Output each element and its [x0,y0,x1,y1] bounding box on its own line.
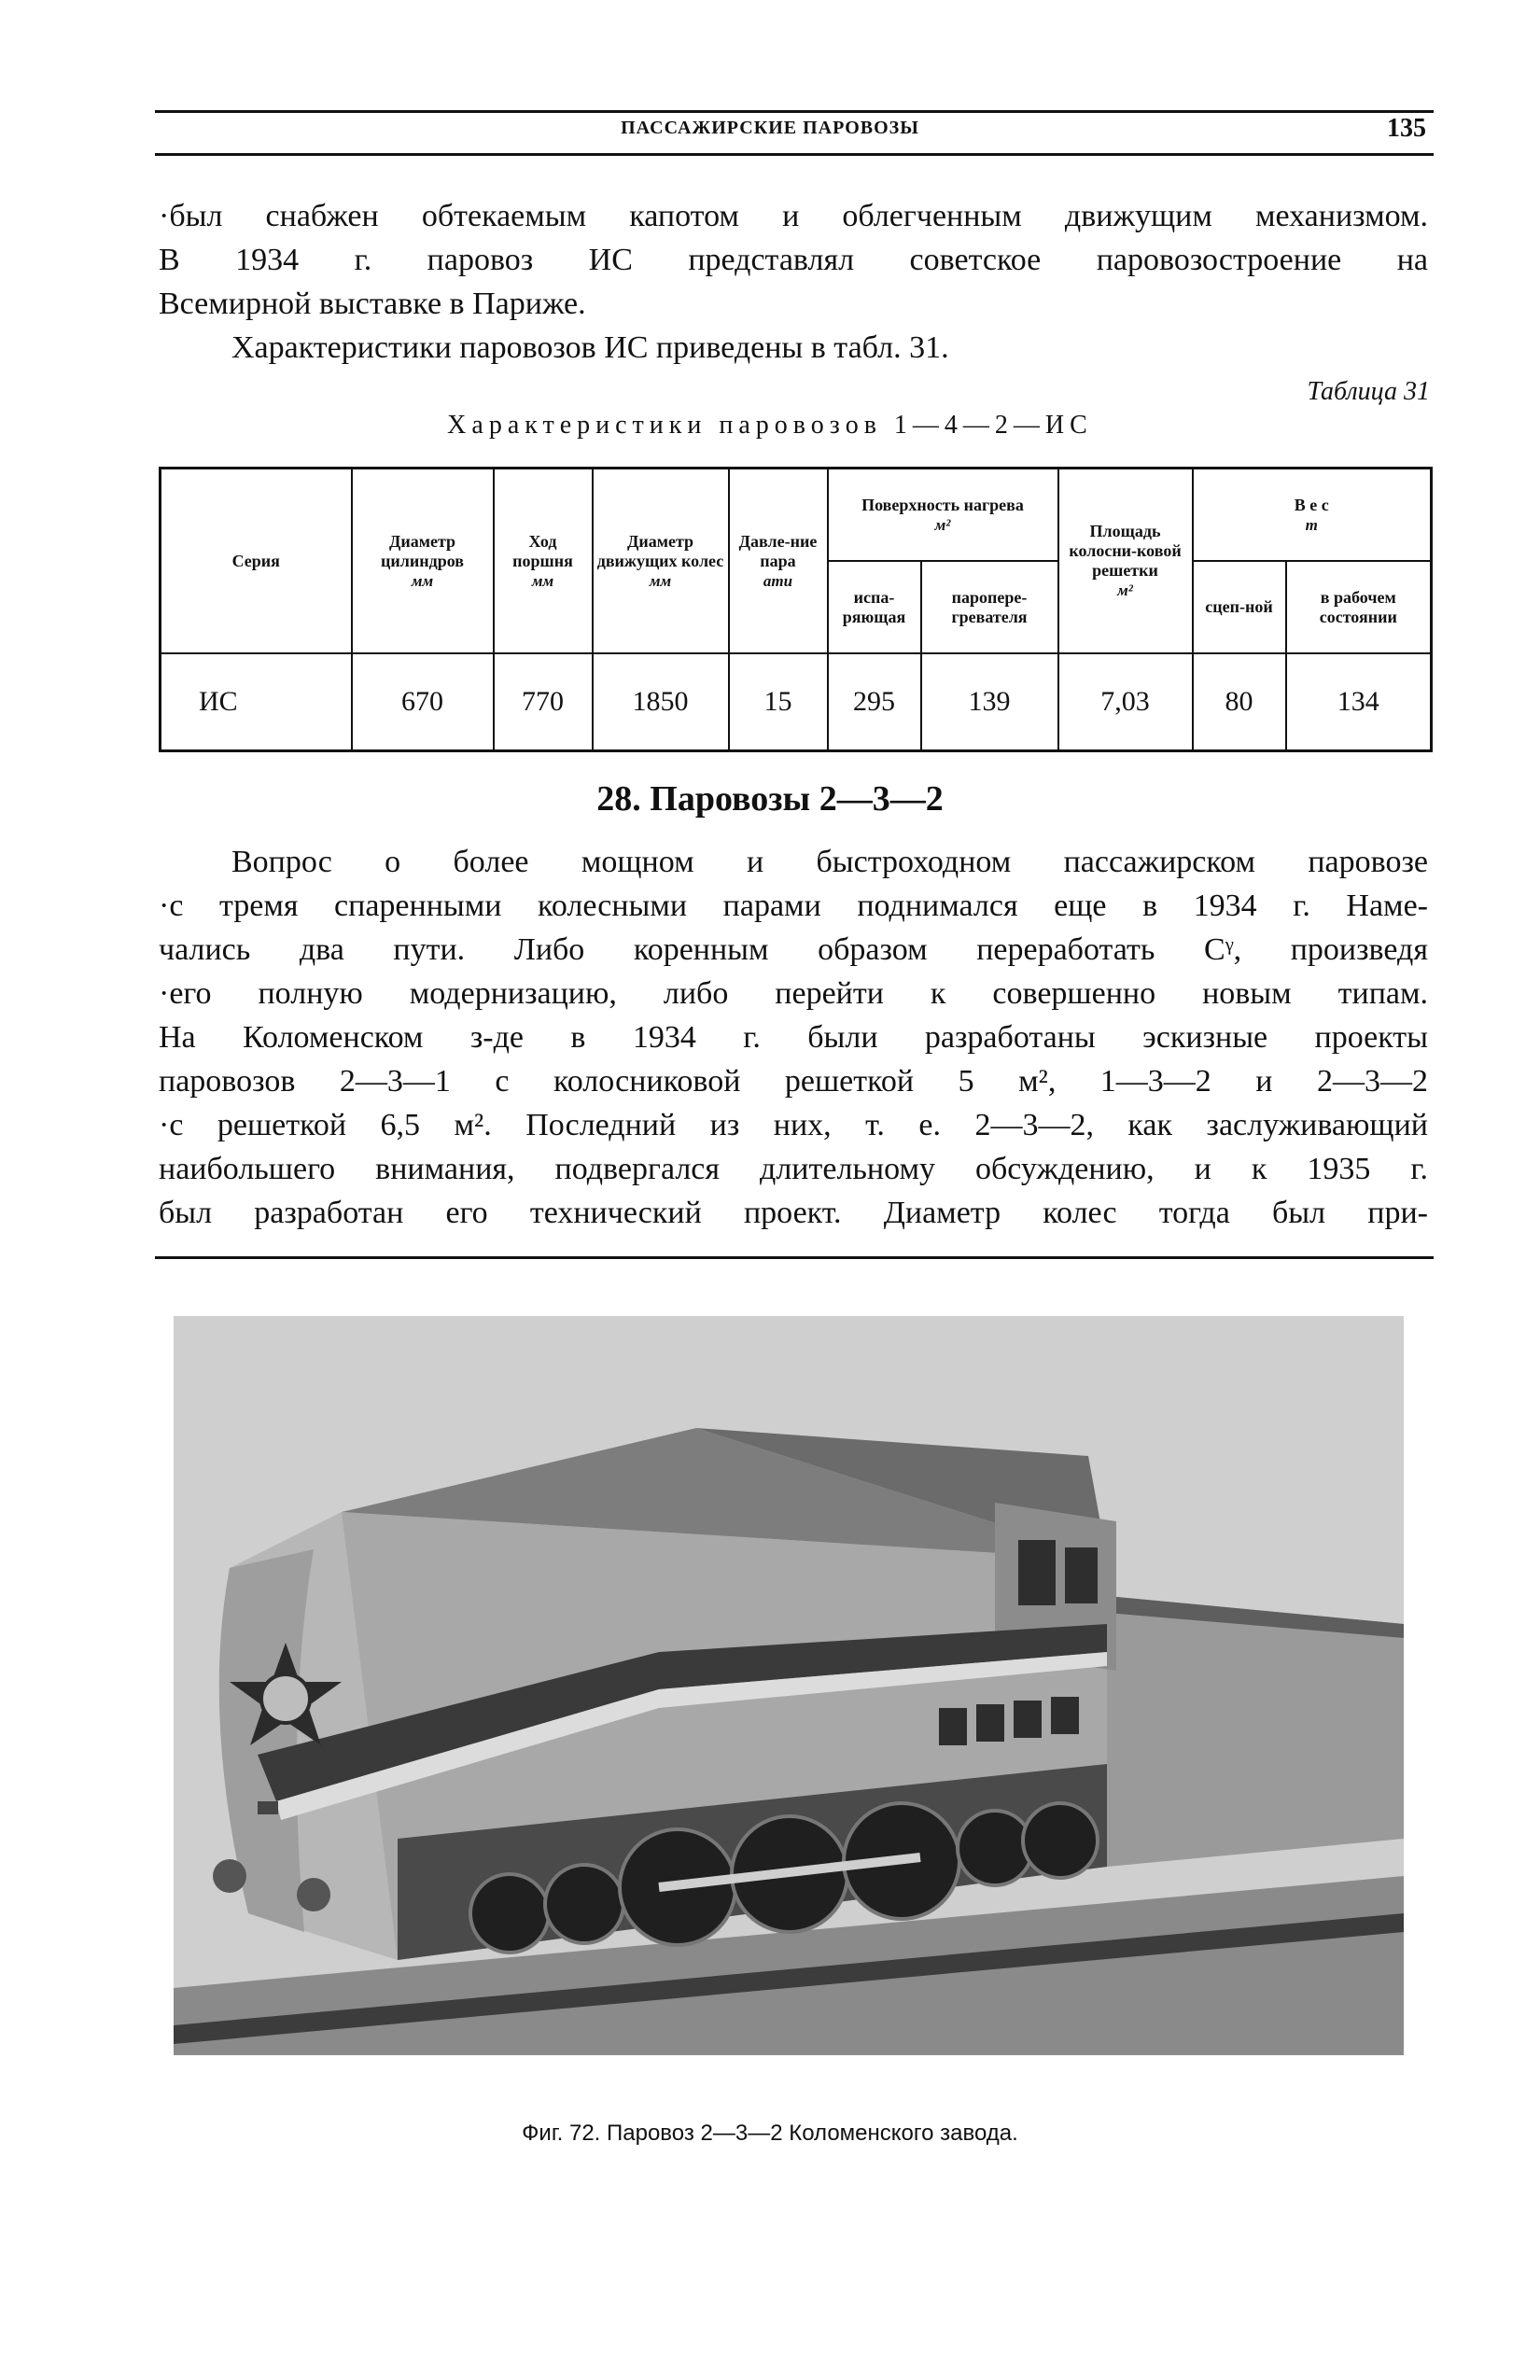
header-steam-pressure-unit: ати [763,571,793,590]
table-row [161,653,1432,751]
header-piston-stroke-unit: мм [531,571,554,590]
section-line: Вопрос о более мощном и быстроходном пассажирском паровозе [231,845,1428,879]
cell-wheel-diameter: 1850 [593,653,729,751]
header-piston-stroke-label: Ход поршня [512,531,573,570]
header-cylinder-diameter-label: Диаметр цилиндров [381,531,464,570]
section-bottom-rule [155,1256,1434,1259]
header-steam-pressure [729,469,828,654]
header-grate-area [1058,469,1193,654]
cell-superheater: 139 [921,653,1058,751]
intro-line: В 1934 г. паровоз ИС представлял советское паровозостроение на [159,243,1428,277]
section-line: чались два пути. Либо коренным образом переработать Сᵞ, произведя [159,932,1428,967]
section-line: ·с тремя спаренными колесными парами поднимался еще в 1934 г. Наме- [159,889,1428,923]
header-heating-surface-label: Поверхность нагрева [861,495,1024,514]
cell-grate-area: 7,03 [1058,653,1193,751]
table-label: Таблица 31 [1307,377,1430,406]
header-weight-label: В е с [1294,495,1329,514]
header-heating-surface-unit: м² [934,515,951,534]
section-line: был разработан его технический проект. Диаметр колес тогда был при- [159,1196,1428,1230]
locomotive-illustration [174,1316,1404,2055]
section-line: На Коломенском з-де в 1934 г. были разработаны эскизные проекты [159,1020,1428,1055]
page-number: 135 [1387,114,1426,143]
section-line: ·с решеткой 6,5 м². Последний из них, т. е. 2—3—2, как заслуживающий [159,1108,1428,1142]
header-wheel-diameter-label: Диаметр движущих колес [596,531,724,570]
header-weight-unit: т [1305,515,1318,534]
table-title: Характеристики паровозов 1—4—2—ИС [447,411,1093,440]
header-cylinder-diameter-unit: мм [411,571,434,590]
header-heating-surface [828,469,1058,562]
intro-paragraph [159,194,1428,370]
cell-steam-pressure: 15 [729,653,828,751]
section-line: паровозов 2—3—1 с колосниковой решеткой 5 м², 1—3—2 и 2—3—2 [159,1064,1428,1099]
cell-cylinder-diameter: 670 [352,653,494,751]
figure-caption: Фиг. 72. Паровоз 2—3—2 Коломенского завода. [522,2121,1018,2146]
section-paragraph [159,840,1428,1235]
cell-evaporating: 295 [828,653,921,751]
intro-line: Характеристики паровозов ИС приведены в табл. 31. [231,330,949,365]
running-title: ПАССАЖИРСКИЕ ПАРОВОЗЫ [621,118,919,138]
header-series: Серия [161,469,352,654]
header-superheater: паропере-гревателя [921,561,1058,653]
header-cylinder-diameter [352,469,494,654]
section-heading: 28. Паровозы 2—3—2 [596,779,944,819]
header-piston-stroke [494,469,593,654]
intro-line: Всемирной выставке в Париже. [159,287,586,321]
header-top-rule [155,110,1434,113]
section-line: наибольшего внимания, подвергался длительному обсуждению, и к 1935 г. [159,1152,1428,1186]
header-coupled-weight: сцеп-ной [1193,561,1286,653]
section-line: ·его полную модернизацию, либо перейти к совершенно новым типам. [159,976,1428,1011]
cell-working-order-weight: 134 [1286,653,1432,751]
header-bottom-rule [155,153,1434,156]
cell-coupled-weight: 80 [1193,653,1286,751]
header-steam-pressure-label: Давле-ние пара [738,531,818,570]
locomotive-photo [174,1316,1404,2055]
header-grate-area-label: Площадь колосни-ковой решетки [1069,522,1182,580]
header-weight [1193,469,1432,562]
intro-line: ·был снабжен обтекаемым капотом и облегченным движущим механизмом. [159,199,1428,233]
characteristics-table [159,467,1433,752]
header-grate-area-unit: м² [1117,581,1133,599]
cell-series: ИС [161,653,352,751]
header-wheel-diameter-unit: мм [649,571,672,590]
cell-piston-stroke: 770 [494,653,593,751]
header-evaporating: испа-ряющая [828,561,921,653]
header-working-order-weight: в рабочем состоянии [1286,561,1432,653]
header-wheel-diameter [593,469,729,654]
